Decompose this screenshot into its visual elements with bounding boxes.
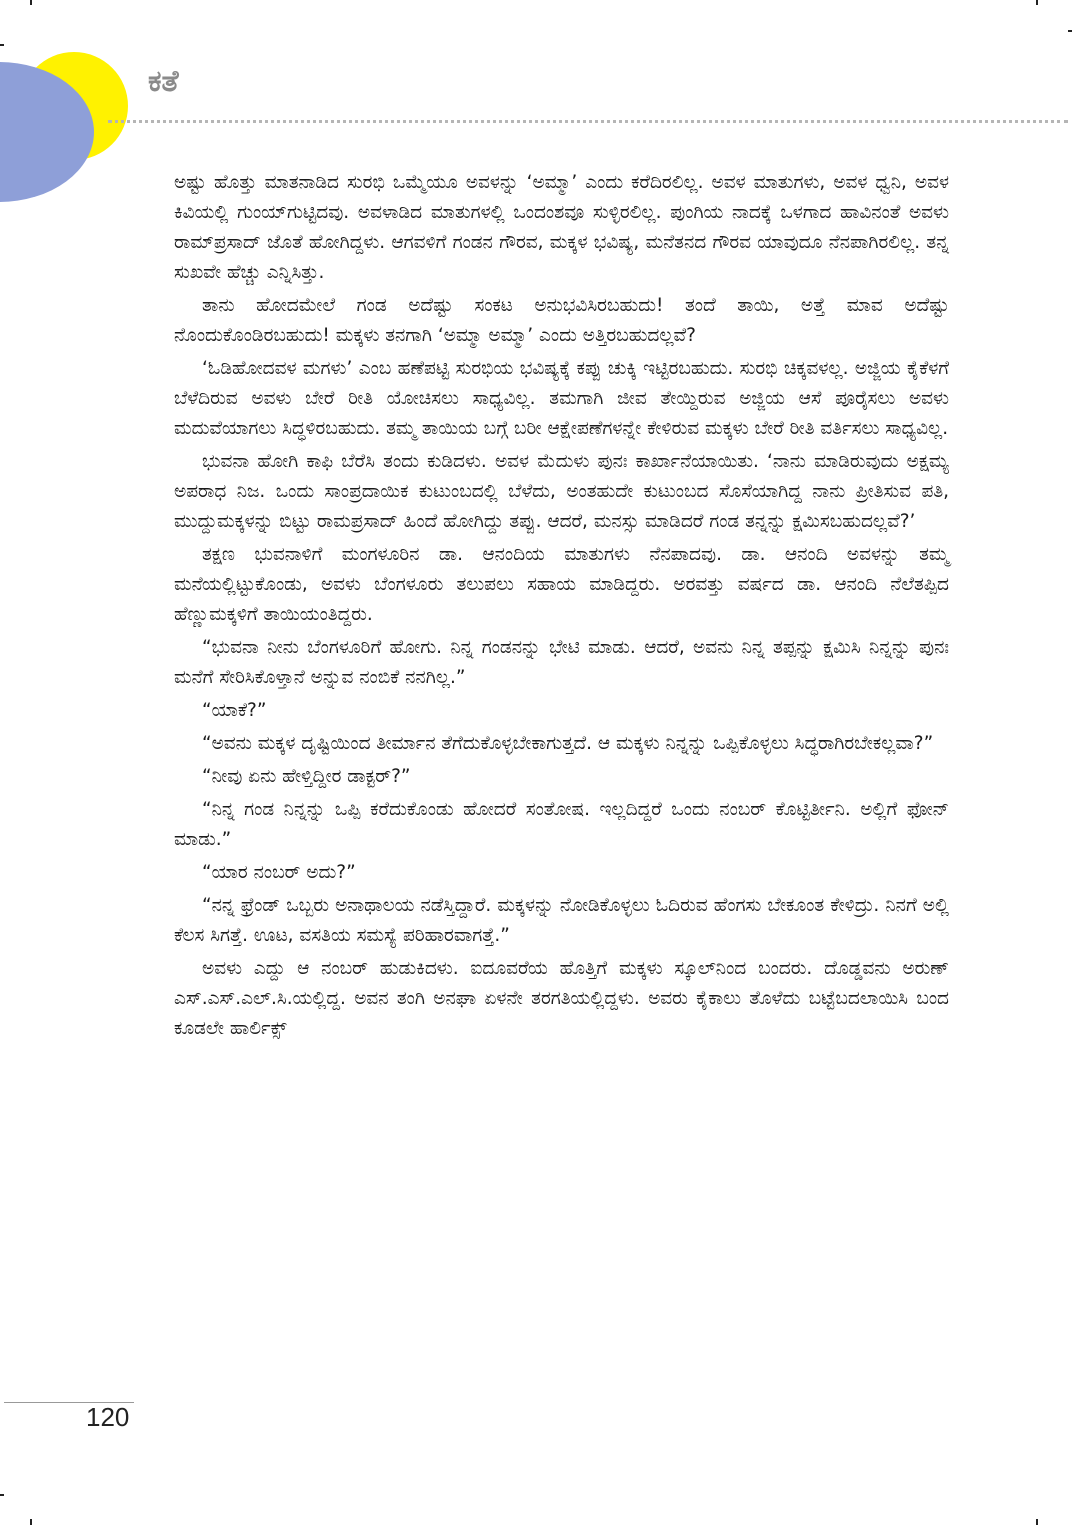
dialogue-paragraph: “ಯಾರ ನಂಬರ್ ಅದು?”	[202, 862, 356, 883]
paragraph: ಅವಳು ಎದ್ದು ಆ ನಂಬರ್ ಹುಡುಕಿದಳು. ಐದೂವರೆಯ ಹೊತ್ತಿಗೆ ಮಕ್ಕಳು ಸ್ಕೂಲ್‌ನಿಂದ ಬಂದರು. ದೊಡ್ಡವನು ಅರುಣ್ ಎಸ್.ಎಸ್.ಎಲ್.ಸಿ.ಯಲ್ಲಿದ್ದ. ಅವನ ತಂಗಿ ಅನಘಾ ಏಳನೇ ತರಗತಿಯಲ್ಲಿದ್ದಳು. ಅವರು ಕೈಕಾಲು ತೊಳೆದು ಬಟ್ಟೆಬದಲಾಯಿಸಿ ಬಂದ ಕೂಡಲೇ ಹಾರ್ಲಿಕ್ಸ್	[174, 958, 949, 1039]
dialogue-paragraph: “ಭುವನಾ ನೀನು ಬೆಂಗಳೂರಿಗೆ ಹೋಗು. ನಿನ್ನ ಗಂಡನನ್ನು ಭೇಟಿ ಮಾಡು. ಆದರೆ, ಅವನು ನಿನ್ನ ತಪ್ಪನ್ನು ಕ್ಷಮಿಸಿ ನಿನ್ನನ್ನು ಪುನಃ ಮನೆಗೆ ಸೇರಿಸಿಕೊಳ್ತಾನೆ ಅನ್ನುವ ನಂಬಿಕೆ ನನಗಿಲ್ಲ.”	[174, 637, 949, 688]
crop-mark	[30, 1519, 32, 1525]
paragraph: ತಕ್ಷಣ ಭುವನಾಳಿಗೆ ಮಂಗಳೂರಿನ ಡಾ. ಆನಂದಿಯ ಮಾತುಗಳು ನೆನಪಾದವು. ಡಾ. ಆನಂದಿ ಅವಳನ್ನು ತಮ್ಮ ಮನೆಯಲ್ಲಿಟ್ಟುಕೊಂಡು, ಅವಳು ಬೆಂಗಳೂರು ತಲುಪಲು ಸಹಾಯ ಮಾಡಿದ್ದರು. ಅರವತ್ತು ವರ್ಷದ ಡಾ. ಆನಂದಿ ನೆಲೆತಪ್ಪಿದ ಹೆಣ್ಣುಮಕ್ಕಳಿಗೆ ತಾಯಿಯಂತಿದ್ದರು.	[174, 544, 949, 625]
paragraph: ಅಷ್ಟು ಹೊತ್ತು ಮಾತನಾಡಿದ ಸುರಭಿ ಒಮ್ಮೆಯೂ ಅವಳನ್ನು ‘ಅಮ್ಮಾ’ ಎಂದು ಕರೆದಿರಲಿಲ್ಲ. ಅವಳ ಮಾತುಗಳು, ಅವಳ ಧ್ವನಿ, ಅವಳ ಕಿವಿಯಲ್ಲಿ ಗುಂಯ್‌ಗುಟ್ಟಿದವು. ಅವಳಾಡಿದ ಮಾತುಗಳಲ್ಲಿ ಒಂದಂಶವೂ ಸುಳ್ಳಿರಲಿಲ್ಲ. ಪುಂಗಿಯ ನಾದಕ್ಕೆ ಒಳಗಾದ ಹಾವಿನಂತೆ ಅವಳು ರಾಮ್‌ಪ್ರಸಾದ್ ಜೊತೆ ಹೋಗಿದ್ದಳು. ಆಗವಳಿಗೆ ಗಂಡನ ಗೌರವ, ಮಕ್ಕಳ ಭವಿಷ್ಯ, ಮನೆತನದ ಗೌರವ ಯಾವುದೂ ನೆನಪಾಗಿರಲಿಲ್ಲ. ತನ್ನ ಸುಖವೇ ಹೆಚ್ಚು ಎನ್ನಿಸಿತ್ತು.	[174, 172, 949, 283]
crop-mark	[0, 44, 4, 46]
crop-mark	[30, 0, 32, 5]
section-title: ಕತೆ	[148, 64, 179, 99]
crop-mark	[1036, 1519, 1038, 1525]
crop-mark	[1036, 0, 1038, 5]
dialogue-paragraph: “ಅವನು ಮಕ್ಕಳ ದೃಷ್ಟಿಯಿಂದ ತೀರ್ಮಾನ ತೆಗೆದುಕೊಳ್ಳಬೇಕಾಗುತ್ತದೆ. ಆ ಮಕ್ಕಳು ನಿನ್ನನ್ನು ಒಪ್ಪಿಕೊಳ್ಳಲು ಸಿದ್ಧರಾಗಿರಬೇಕಲ್ಲವಾ?”	[202, 733, 934, 754]
page-number: 120	[86, 1402, 130, 1432]
paragraph: ಭುವನಾ ಹೋಗಿ ಕಾಫಿ ಬೆರೆಸಿ ತಂದು ಕುಡಿದಳು. ಅವಳ ಮೆದುಳು ಪುನಃ ಕಾರ್ಖಾನೆಯಾಯಿತು. ‘ನಾನು ಮಾಡಿರುವುದು ಅಕ್ಷಮ್ಯ ಅಪರಾಧ ನಿಜ. ಒಂದು ಸಾಂಪ್ರದಾಯಿಕ ಕುಟುಂಬದಲ್ಲಿ ಬೆಳೆದು, ಅಂತಹುದೇ ಕುಟುಂಬದ ಸೊಸೆಯಾಗಿದ್ದ ನಾನು ಪ್ರೀತಿಸುವ ಪತಿ, ಮುದ್ದುಮಕ್ಕಳನ್ನು ಬಿಟ್ಟು ರಾಮಪ್ರಸಾದ್ ಹಿಂದೆ ಹೋಗಿದ್ದು ತಪ್ಪು. ಆದರೆ, ಮನಸ್ಸು ಮಾಡಿದರೆ ಗಂಡ ತನ್ನನ್ನು ಕ್ಷಮಿಸಬಹುದಲ್ಲವೆ?’	[174, 451, 949, 532]
paragraph: ತಾನು ಹೋದಮೇಲೆ ಗಂಡ ಅದೆಷ್ಟು ಸಂಕಟ ಅನುಭವಿಸಿರಬಹುದು! ತಂದೆ ತಾಯಿ, ಅತ್ತೆ ಮಾವ ಅದೆಷ್ಟು ನೊಂದುಕೊಂಡಿರಬಹುದು! ಮಕ್ಕಳು ತನಗಾಗಿ ‘ಅಮ್ಮಾ ಅಮ್ಮಾ’ ಎಂದು ಅತ್ತಿರಬಹುದಲ್ಲವೆ?	[174, 295, 949, 346]
paragraph: ‘ಓಡಿಹೋದವಳ ಮಗಳು’ ಎಂಬ ಹಣೆಪಟ್ಟಿ ಸುರಭಿಯ ಭವಿಷ್ಯಕ್ಕೆ ಕಪ್ಪು ಚುಕ್ಕಿ ಇಟ್ಟಿರಬಹುದು. ಸುರಭಿ ಚಿಕ್ಕವಳಲ್ಲ. ಅಜ್ಜಿಯ ಕೈಕೆಳಗೆ ಬೆಳೆದಿರುವ ಅವಳು ಬೇರೆ ರೀತಿ ಯೋಚಿಸಲು ಸಾಧ್ಯವಿಲ್ಲ. ತಮಗಾಗಿ ಜೀವ ತೇಯ್ದಿರುವ ಅಜ್ಜಿಯ ಆಸೆ ಪೂರೈಸಲು ಅವಳು ಮದುವೆಯಾಗಲು ಸಿದ್ಧಳಿರಬಹುದು. ತಮ್ಮ ತಾಯಿಯ ಬಗ್ಗೆ ಬರೀ ಆಕ್ಷೇಪಣೆಗಳನ್ನೇ ಕೇಳಿರುವ ಮಕ್ಕಳು ಬೇರೆ ರೀತಿ ವರ್ತಿಸಲು ಸಾಧ್ಯವಿಲ್ಲ.	[174, 358, 949, 439]
dialogue-paragraph: “ನಿನ್ನ ಗಂಡ ನಿನ್ನನ್ನು ಒಪ್ಪಿ ಕರೆದುಕೊಂಡು ಹೋದರೆ ಸಂತೋಷ. ಇಲ್ಲದಿದ್ದರೆ ಒಂದು ನಂಬರ್ ಕೊಟ್ಟಿರ್ತೀನಿ. ಅಲ್ಲಿಗೆ ಫೋನ್ ಮಾಡು.”	[174, 799, 949, 850]
dialogue-paragraph: “ನೀವು ಏನು ಹೇಳ್ತಿದ್ದೀರ ಡಾಕ್ಟರ್?”	[202, 766, 411, 787]
dialogue-paragraph: “ಯಾಕೆ?”	[202, 700, 267, 721]
crop-mark	[1068, 30, 1072, 32]
story-text	[174, 168, 949, 1047]
header-dotted-rule	[108, 120, 1068, 123]
dialogue-paragraph: “ನನ್ನ ಫ್ರೆಂಡ್ ಒಬ್ಬರು ಅನಾಥಾಲಯ ನಡೆಸ್ತಿದ್ದಾರೆ. ಮಕ್ಕಳನ್ನು ನೋಡಿಕೊಳ್ಳಲು ಓದಿರುವ ಹೆಂಗಸು ಬೇಕೂಂತ ಕೇಳಿದ್ರು. ನಿನಗೆ ಅಲ್ಲಿ ಕೆಲಸ ಸಿಗತ್ತೆ. ಊಟ, ವಸತಿಯ ಸಮಸ್ಯೆ ಪರಿಹಾರವಾಗತ್ತೆ.”	[174, 895, 949, 946]
crop-mark	[0, 1494, 4, 1496]
